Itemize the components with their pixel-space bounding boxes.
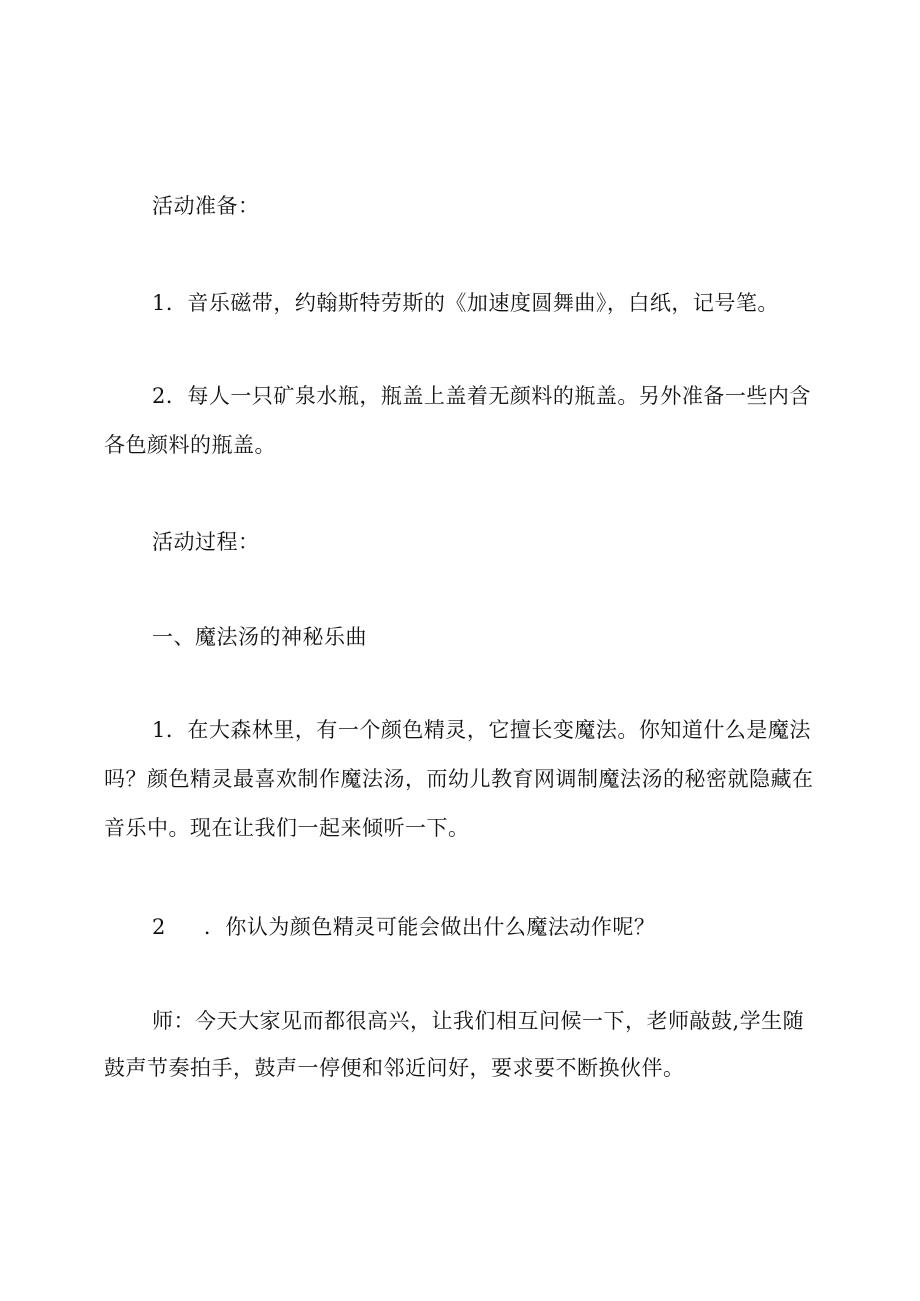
section-1-title: 一、魔法汤的神秘乐曲 [152,625,367,649]
step-1-line-3: 音乐中。现在让我们一起来倾听一下。 [104,816,470,840]
step-2-number: 2 [152,915,166,939]
teacher-line-2: 鼓声节奏拍手，鼓声一停便和邻近问好，要求要不断换伙伴。 [104,1056,685,1080]
step-2 [152,912,655,942]
process-heading: 活动过程： [152,530,260,554]
teacher-line-1: 师：今天大家见而都很高兴，让我们相互问候一下，老师敲鼓,学生随 [152,1009,805,1033]
step-2-text: ．你认为颜色精灵可能会做出什么魔法动作呢？ [203,915,656,939]
step-1-line-2: 吗？颜色精灵最喜欢制作魔法汤，而幼儿教育网调制魔法汤的秘密就隐藏在 [104,767,814,791]
prep-item-1: 1．音乐磁带，约翰斯特劳斯的《加速度圆舞曲》，白纸，记号笔。 [152,291,779,315]
prep-item-2-line-1: 2．每人一只矿泉水瓶，瓶盖上盖着无颜料的瓶盖。另外准备一些内含 [152,384,811,408]
prep-item-2-line-2: 各色颜料的瓶盖。 [104,433,276,457]
prep-heading: 活动准备： [152,194,260,218]
step-1-line-1: 1．在大森林里，有一个颜色精灵，它擅长变魔法。你知道什么是魔法 [152,718,811,742]
